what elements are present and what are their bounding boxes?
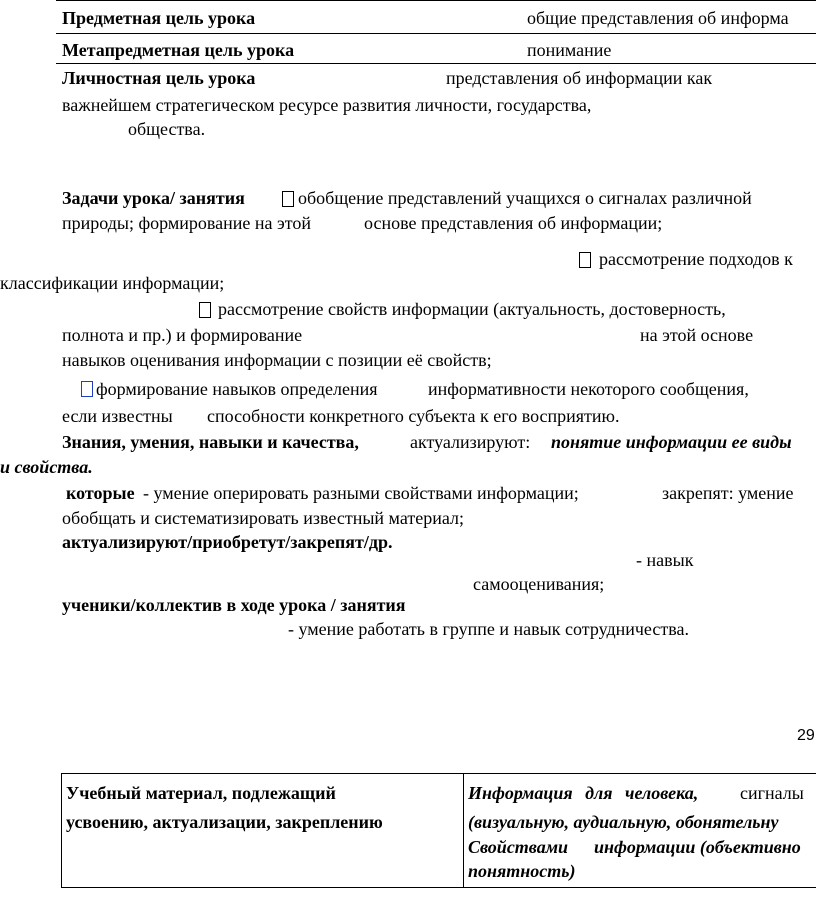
- task-3-c: на этой основе: [640, 325, 754, 345]
- checkbox-bullet-icon: [579, 252, 591, 268]
- task-1-b: природы; формирование на этой: [62, 213, 312, 233]
- goal-divider-1: [56, 33, 816, 34]
- table-right-line-1a: Информация для человека,: [468, 783, 699, 803]
- table-top-border: [61, 773, 816, 774]
- table-right-line-3a: Свойствами: [468, 837, 569, 857]
- task-2-b: классификации информации;: [0, 273, 225, 293]
- subject-goal-label: Предметная цель урока: [62, 8, 256, 28]
- personal-goal-value-1: представления об информации как: [446, 68, 713, 88]
- personal-goal-value-2: важнейшем стратегическом ресурсе развития личности, государства,: [62, 95, 592, 115]
- table-left-line-1: Учебный материал, подлежащий: [66, 783, 336, 803]
- table-right-line-1b: сигналы: [740, 783, 804, 803]
- table-right-line-4: понятность): [468, 861, 576, 881]
- task-2-a: рассмотрение подходов к: [599, 249, 793, 269]
- skills-which-text: - умение оперировать разными свойствами информации;: [143, 483, 579, 503]
- task-4-c: если известны: [62, 406, 173, 426]
- personal-goal-value-3: общества.: [128, 119, 206, 139]
- task-1-a: обобщение представлений учащихся о сигналах различной: [298, 188, 752, 208]
- table-bottom-border: [61, 887, 816, 888]
- skills-which: которые: [66, 483, 135, 503]
- checkbox-bullet-icon: [199, 302, 211, 318]
- skills-label-3: ученики/коллектив в ходе урока / занятия: [62, 595, 406, 615]
- skills-dash-2: - умение работать в группе и навык сотрудничества.: [288, 619, 689, 639]
- task-3-d: навыков оценивания информации с позиции её свойств;: [62, 350, 492, 370]
- table-left-border: [61, 773, 62, 887]
- task-4-d: способности конкретного субъекта к его восприятию.: [207, 406, 620, 426]
- subject-goal-value: общие представления об информа: [527, 8, 789, 28]
- meta-goal-label: Метапредметная цель урока: [62, 40, 295, 60]
- skills-line-3: обобщать и систематизировать известный материал;: [62, 508, 464, 528]
- skills-label-2: актуализируют/приобретут/закрепят/др.: [62, 532, 393, 552]
- task-4-b: информативности некоторого сообщения,: [428, 379, 749, 399]
- tasks-label: Задачи урока/ занятия: [62, 188, 245, 208]
- meta-goal-value: понимание: [527, 40, 612, 60]
- checkbox-bullet-icon: [81, 381, 93, 397]
- skills-label: Знания, умения, навыки и качества,: [62, 432, 359, 452]
- skills-consolidate: закрепят: умение: [662, 483, 794, 503]
- goal-divider-2: [56, 63, 816, 64]
- skills-concept-1: понятие информации ее виды: [551, 432, 792, 452]
- task-4-a: формирование навыков определения: [96, 379, 378, 399]
- personal-goal-label: Личностная цель урока: [62, 68, 256, 88]
- top-border: [56, 0, 816, 1]
- page-number: 29: [797, 727, 815, 744]
- table-right-line-3b: информации (объективно: [594, 837, 801, 857]
- skills-dash-1: - навык: [636, 550, 694, 570]
- table-right-line-2: (визуальную, аудиальную, обонятельну: [468, 812, 779, 832]
- skills-actualize: актуализируют:: [410, 432, 531, 452]
- table-column-divider: [463, 773, 464, 887]
- task-3-a: рассмотрение свойств информации (актуальность, достоверность,: [218, 299, 726, 319]
- skills-self: самооценивания;: [473, 574, 605, 594]
- checkbox-bullet-icon: [282, 191, 294, 207]
- task-3-b: полнота и пр.) и формирование: [62, 325, 303, 345]
- task-1-c: основе представления об информации;: [364, 213, 663, 233]
- table-left-line-2: усвоению, актуализации, закреплению: [66, 812, 383, 832]
- skills-concept-2: и свойства.: [0, 457, 93, 477]
